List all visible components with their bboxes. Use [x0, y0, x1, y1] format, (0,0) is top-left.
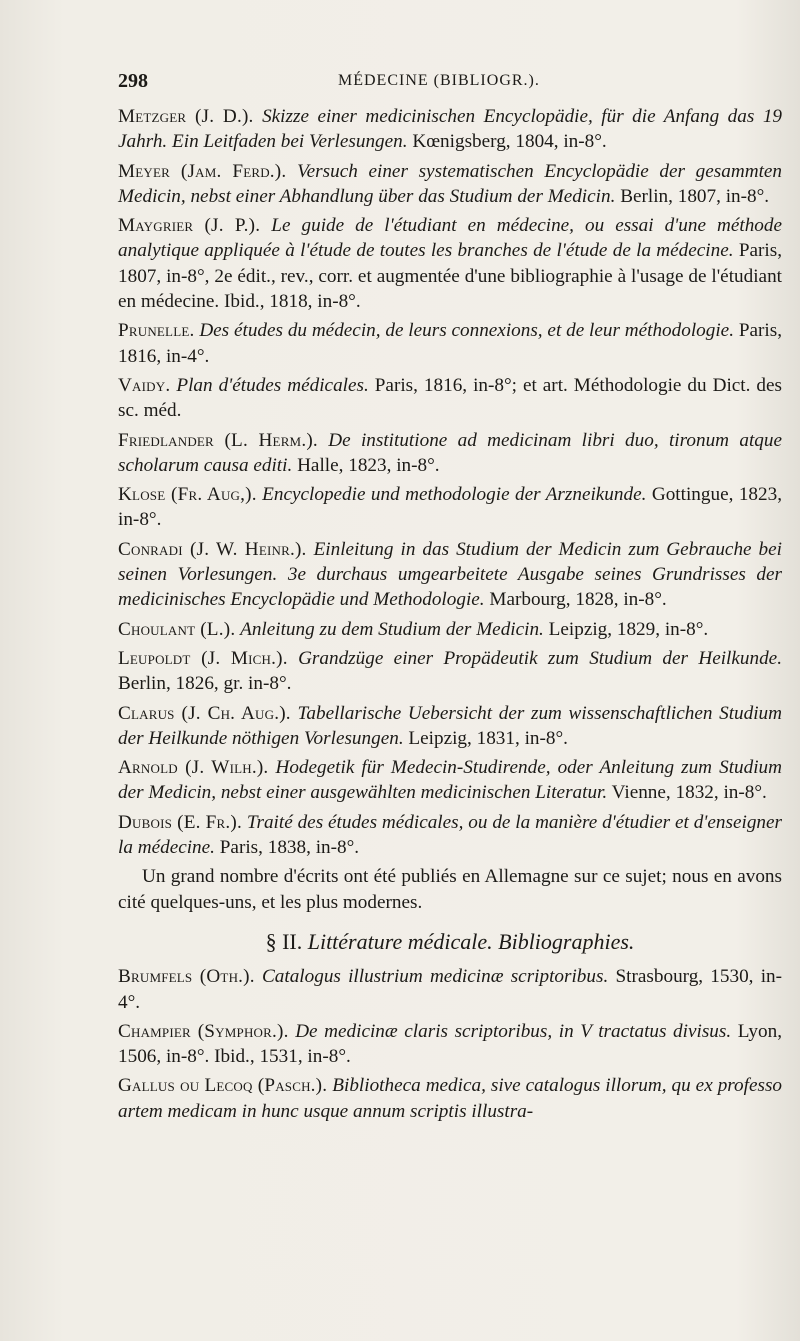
- entry-author: Maygrier (J. P.).: [118, 215, 261, 237]
- entry-author: Leupoldt (J. Mich.).: [118, 647, 288, 669]
- entry-title: Hodegetik für Medecin-Studirende, oder Anleitung zum Studium der Medicin, nebst einer ausgewählten medicinischen Literatur.: [118, 757, 782, 804]
- bibliography-entry: [118, 428, 782, 479]
- bibliography-entry: [118, 537, 782, 613]
- entry-author: Brumfels (Oth.).: [118, 966, 255, 988]
- entry-author: Metzger (J. D.).: [118, 106, 254, 127]
- entry-title: Encyclopedie und methodologie der Arzneikunde.: [262, 484, 647, 506]
- entry-imprint: Strasbourg, 1530, in-4°.: [118, 966, 783, 1013]
- entry-imprint: Marbourg, 1828, in-8°.: [489, 589, 667, 611]
- entry-author: Friedlander (L. Herm.).: [118, 429, 318, 451]
- bibliography-list-before: [118, 104, 782, 860]
- entry-title: Le guide de l'étudiant en médecine, ou essai d'une méthode analytique appliquée à l'étude de toutes les branches de l'étude de la médecine.: [118, 215, 783, 262]
- section-title: Littérature médicale. Bibliographies.: [307, 928, 635, 954]
- bibliography-entry: [118, 646, 782, 697]
- entry-imprint: Paris, 1838, in-8°.: [219, 837, 360, 859]
- entry-title: Plan d'études médicales.: [176, 374, 369, 396]
- entry-title: Catalogus illustrium medicinæ scriptoribus.: [261, 966, 609, 988]
- bibliography-entry: [118, 755, 782, 806]
- entry-imprint: Kœnigsberg, 1804, in-8°.: [412, 131, 607, 153]
- bibliography-entry: [118, 159, 782, 210]
- bibliography-entry: [118, 701, 782, 752]
- entry-imprint: Berlin, 1826, gr. in-8°.: [118, 673, 292, 695]
- bibliography-entry: [118, 373, 782, 424]
- entry-author: Arnold (J. Wilh.).: [118, 757, 269, 779]
- entry-author: Clarus (J. Ch. Aug.).: [118, 702, 291, 724]
- entry-title: De institutione ad medicinam libri duo, tironum atque scholarum causa editi.: [118, 429, 782, 476]
- entry-author: Gallus ou Lecoq (Pasch.).: [118, 1075, 328, 1097]
- entry-imprint: Halle, 1823, in-8°.: [297, 454, 440, 476]
- entry-title: Skizze einer medicinischen Encyclopädie, für die Anfang das 19 Jahrh. Ein Leitfaden bei Verlesungen.: [118, 106, 783, 153]
- page-body: [118, 104, 782, 1128]
- entry-title: Grandzüge einer Propädeutik zum Studium der Heilkunde.: [298, 647, 782, 669]
- entry-title: Einleitung in das Studium der Medicin zum Gebrauche bei seinen Vorlesungen. 3e durchaus umgearbeitete Ausgabe seines Grundrisses der medicinisches Encyclopädie und Methodologie.: [118, 538, 782, 611]
- page-number: 298: [118, 70, 148, 92]
- bibliography-entry: [118, 482, 782, 533]
- entry-imprint: Gottingue, 1823, in-8°.: [118, 484, 782, 531]
- bibliography-entry: [118, 810, 782, 861]
- entry-author: Vaidy.: [118, 374, 171, 396]
- bibliography-entry: [118, 104, 782, 155]
- bibliography-entry: [118, 318, 782, 369]
- entry-author: Prunelle.: [118, 320, 195, 342]
- bibliography-entry: [118, 617, 782, 642]
- closing-paragraph: Un grand nombre d'écrits ont été publiés en Allemagne sur ce sujet; nous en avons cité quelques-uns, et les plus modernes.: [118, 866, 782, 913]
- bibliography-entry: [118, 1019, 782, 1070]
- entry-title: Traité des études médicales, ou de la manière d'étudier et d'enseigner la médecine.: [118, 811, 782, 859]
- bibliography-entry: [118, 1073, 782, 1124]
- bibliography-entry: [118, 213, 782, 314]
- entry-title: Tabellarische Uebersicht der zum wissenschaftlichen Studium der Heilkunde nöthigen Vorlesungen.: [118, 702, 782, 749]
- entry-author: Meyer (Jam. Ferd.).: [118, 160, 287, 182]
- entry-author: Choulant (L.).: [118, 618, 236, 640]
- entry-imprint: Paris, 1816, in-4°.: [118, 320, 782, 367]
- entry-imprint: Berlin, 1807, in-8°.: [620, 185, 770, 207]
- entry-imprint: Leipzig, 1831, in-8°.: [408, 727, 568, 749]
- entry-imprint: Paris, 1807, in-8°, 2e édit., rev., corr. et augmentée d'une bibliographie à l'usage de l'étudiant en médecine. Ibid., 1818, in-8°.: [118, 240, 783, 313]
- entry-imprint: Leipzig, 1829, in-8°.: [548, 618, 709, 640]
- entry-author: Klose (Fr. Aug,).: [118, 484, 257, 506]
- entry-author: Conradi (J. W. Heinr.).: [118, 538, 307, 560]
- entry-author: Dubois (E. Fr.).: [118, 811, 243, 833]
- entry-title: Anleitung zu dem Studium der Medicin.: [240, 618, 544, 640]
- bibliography-list-after: [118, 964, 782, 1124]
- entry-title: De medicinæ claris scriptoribus, in V tractatus divisus.: [295, 1020, 732, 1042]
- entry-imprint: Paris, 1816, in-8°; et art. Méthodologie du Dict. des sc. méd.: [118, 374, 782, 422]
- entry-imprint: Vienne, 1832, in-8°.: [611, 782, 767, 804]
- section-mark: § II.: [265, 928, 303, 954]
- entry-imprint: Lyon, 1506, in-8°. Ibid., 1531, in-8°.: [118, 1020, 783, 1068]
- page-header: [118, 70, 734, 100]
- bibliography-entry: [118, 964, 782, 1015]
- entry-author: Champier (Symphor.).: [118, 1020, 289, 1042]
- entry-title: Des études du médecin, de leurs connexions, et de leur méthodologie.: [199, 320, 734, 342]
- running-head: MÉDECINE (BIBLIOGR.).: [338, 72, 540, 89]
- entry-title: Versuch einer systematischen Encyclopädie der gesammten Medicin, nebst einer Abhandlung über das Studium der Medicin.: [118, 160, 783, 207]
- entry-title: Bibliotheca medica, sive catalogus illorum, qu ex professo artem medicam in hunc usque annum scriptis illustra-: [118, 1075, 783, 1122]
- section-heading: [118, 929, 782, 954]
